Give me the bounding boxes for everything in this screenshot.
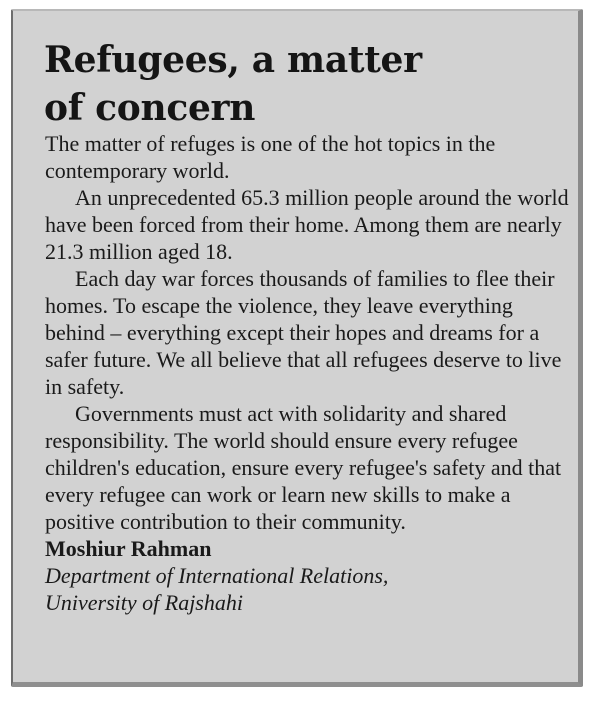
paragraph-1: The matter of refuges is one of the hot topics in the contemporary world. bbox=[45, 131, 496, 183]
headline-line-2: of concern bbox=[44, 87, 256, 129]
author-affiliation-line-2: University of Rajshahi bbox=[45, 590, 243, 615]
paragraph-3: Each day war forces thousands of families to flee their homes. To escape the violence, they leave everything behind – everything except their hopes and dreams for a safer future. We all believe that all refugees deserve to live in safety. bbox=[45, 266, 562, 399]
headline bbox=[44, 36, 422, 132]
article-body bbox=[45, 130, 575, 616]
author-affiliation-line-1: Department of International Relations, bbox=[45, 563, 389, 588]
headline-line-1: Refugees, a matter bbox=[44, 39, 422, 81]
author-name: Moshiur Rahman bbox=[45, 536, 212, 561]
paragraph-4: Governments must act with solidarity and shared responsibility. The world should ensure every refugee children's education, ensure every refugee's safety and that every refugee can work or learn new skills to make a positive contribution to their community. bbox=[45, 401, 562, 534]
paragraph-2: An unprecedented 65.3 million people around the world have been forced from their home. Among them are nearly 21.3 million aged 18. bbox=[45, 185, 569, 264]
